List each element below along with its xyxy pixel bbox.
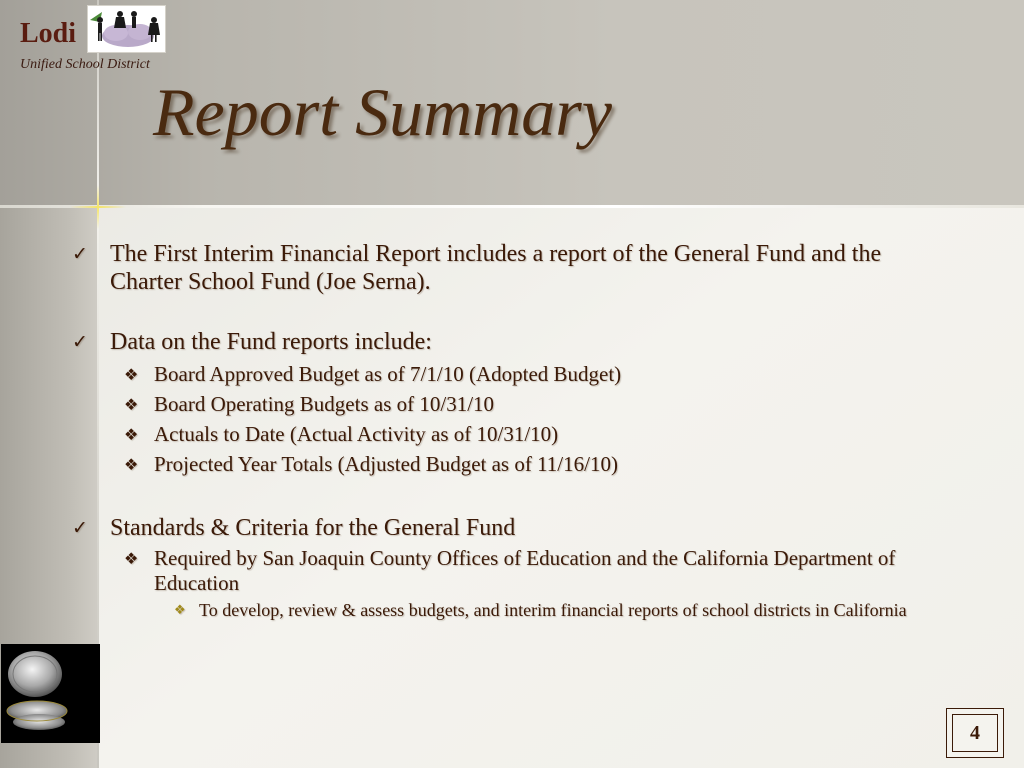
sub-bullet-item	[72, 362, 952, 387]
bullet-text: Data on the Fund reports include:	[110, 329, 432, 355]
sub-sub-bullet-text: To develop, review & assess budgets, and interim financial reports of school districts in California	[199, 600, 907, 620]
checkmark-icon: ✓	[72, 243, 88, 265]
horizontal-divider	[0, 205, 1024, 208]
bullet-text: Standards & Criteria for the General Fund	[110, 515, 516, 541]
sub-bullet-text: Actuals to Date (Actual Activity as of 10/31/10)	[154, 422, 559, 446]
slide-content	[72, 240, 952, 621]
page-number: 4	[952, 714, 998, 752]
small-diamond-bullet-icon: ❖	[174, 603, 186, 618]
page-number-box	[946, 708, 1004, 758]
coins-image	[1, 644, 100, 743]
bullet-data-reports	[72, 328, 952, 356]
sub-bullet-text: Projected Year Totals (Adjusted Budget as of 11/16/10)	[154, 452, 618, 476]
bullet-text: The First Interim Financial Report includes a report of the General Fund and the Charter School Fund (Joe Serna).	[110, 241, 882, 295]
diamond-bullet-icon: ❖	[124, 455, 139, 474]
diamond-bullet-icon: ❖	[124, 425, 139, 444]
sub-bullet-item	[72, 392, 952, 417]
sub-sub-bullet-item	[72, 600, 939, 621]
children-logo-icon	[87, 5, 166, 53]
checkmark-icon: ✓	[72, 331, 88, 353]
sub-bullet-text: Board Approved Budget as of 7/1/10 (Adopted Budget)	[154, 362, 622, 386]
slide-title: Report Summary	[153, 74, 612, 150]
bullet-standards-criteria	[72, 514, 952, 542]
sub-bullet-text: Board Operating Budgets as of 10/31/10	[154, 392, 495, 416]
diamond-bullet-icon: ❖	[124, 549, 139, 568]
sub-bullet-item	[72, 422, 952, 447]
sub-bullet-item	[72, 546, 944, 596]
district-logo-subtitle: Unified School District	[20, 57, 150, 72]
sub-bullet-item	[72, 452, 952, 477]
diamond-bullet-icon: ❖	[124, 395, 139, 414]
district-logo-name: Lodi	[20, 18, 77, 49]
checkmark-icon: ✓	[72, 517, 88, 539]
diamond-bullet-icon: ❖	[124, 365, 139, 384]
bullet-general-fund	[72, 240, 952, 296]
sub-bullet-text: Required by San Joaquin County Offices of Education and the California Department of Education	[154, 546, 896, 595]
